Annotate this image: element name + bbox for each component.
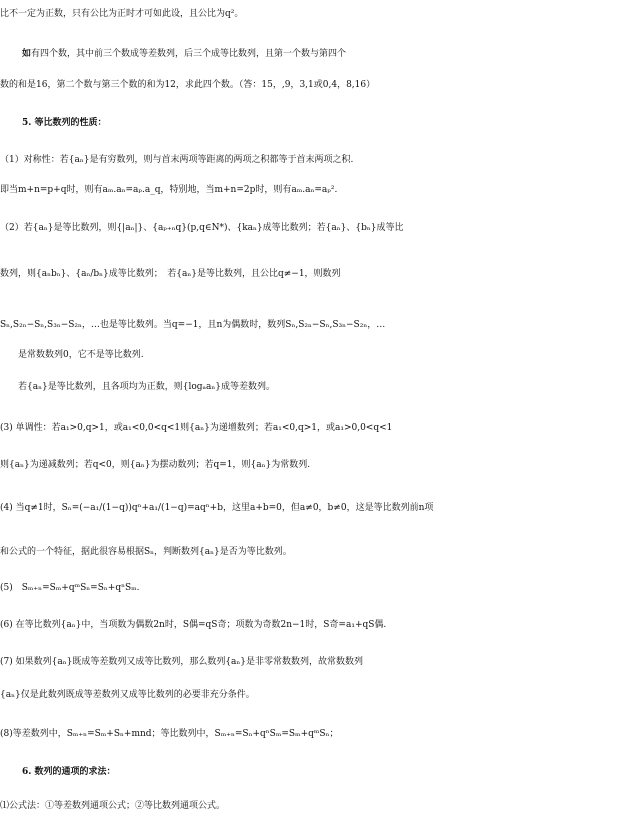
section-heading: 6. 数列的通项的求法： (22, 767, 116, 777)
section-heading: 5. 等比数列的性质： (22, 118, 107, 128)
text-line: 则{aₙ}为递减数列；若q<0，则{aₙ}为摆动数列；若q=1，则{aₙ}为常数列. (0, 460, 311, 470)
example-marker: 如 (22, 49, 32, 59)
text-line: (7) 如果数列{aₙ}既成等差数列又成等比数列，那么数列{aₙ}是非零常数数列，故常数数列 (0, 657, 364, 667)
text-line: 数列，则{aₙbₙ}、{aₙ/bₙ}成等比数列； 若{aₙ}是等比数列，且公比q≠−1，则数列 (0, 269, 341, 279)
text-line: (4) 当q≠1时，Sₙ=(−a₁/(1−q))qⁿ+a₁/(1−q)=aqⁿ+b，这里a+b=0，但a≠0，b≠0，这是等比数列前n项 (0, 503, 434, 513)
text-line: 若{aₙ}是等比数列，且各项均为正数，则{logₐaₙ}成等差数列。 (18, 382, 275, 392)
text-line: 是常数数列0，它不是等比数列. (18, 350, 144, 360)
text-line: Sₙ,S₂ₙ−Sₙ,S₃ₙ−S₂ₙ，…也是等比数列。当q=−1，且n为偶数时，数列Sₙ,S₂ₙ−Sₙ,S₃ₙ−S₂ₙ，… (0, 320, 386, 330)
text-line: (6) 在等比数列{aₙ}中，当项数为偶数2n时，S偶=qS奇；项数为奇数2n−1时，S奇=a₁+qS偶. (0, 620, 387, 630)
text-line: 如有四个数，其中前三个数成等差数列，后三个成等比数列，且第一个数与第四个 (22, 49, 347, 59)
text-line: （2）若{aₙ}是等比数列，则{|aₙ|}、{aₚ₊ₙq}(p,q∈N*)、{kaₙ}成等比数列；若{aₙ}、{bₙ}成等比 (0, 223, 404, 233)
text-line: ⑴公式法：①等差数列通项公式；②等比数列通项公式。 (0, 801, 226, 811)
text-line: 和公式的一个特征，据此很容易根据Sₙ，判断数列{aₙ}是否为等比数列。 (0, 547, 292, 557)
text-line: 比不一定为正数，只有公比为正时才可如此设，且公比为q²。 (0, 9, 244, 19)
text-line: (8)等差数列中，Sₘ₊ₙ=Sₘ+Sₙ+mnd；等比数列中，Sₘ₊ₙ=Sₙ+qⁿSₘ=Sₘ+qᵐSₙ； (0, 729, 339, 739)
text-line: （1）对称性：若{aₙ}是有穷数列，则与首末两项等距离的两项之积都等于首末两项之积. (0, 155, 354, 165)
text-line: 即当m+n=p+q时，则有aₘ.aₙ=aₚ.a_q，特别地，当m+n=2p时，则有aₘ.aₙ=aₚ². (0, 185, 338, 195)
text-line: 数的和是16，第二个数与第三个数的和为12，求此四个数。（答：15，,9，3,1或0,4，8,16） (0, 80, 376, 90)
text-line: (3) 单调性：若a₁>0,q>1，或a₁<0,0<q<1则{aₙ}为递增数列；若a₁<0,q>1，或a₁>0,0<q<1 (0, 423, 393, 433)
text-line: (5) Sₘ₊ₙ=Sₘ+qᵐSₙ=Sₙ+qⁿSₘ. (0, 583, 140, 593)
text-line: {aₙ}仅是此数列既成等差数列又成等比数列的必要非充分条件。 (0, 690, 255, 700)
